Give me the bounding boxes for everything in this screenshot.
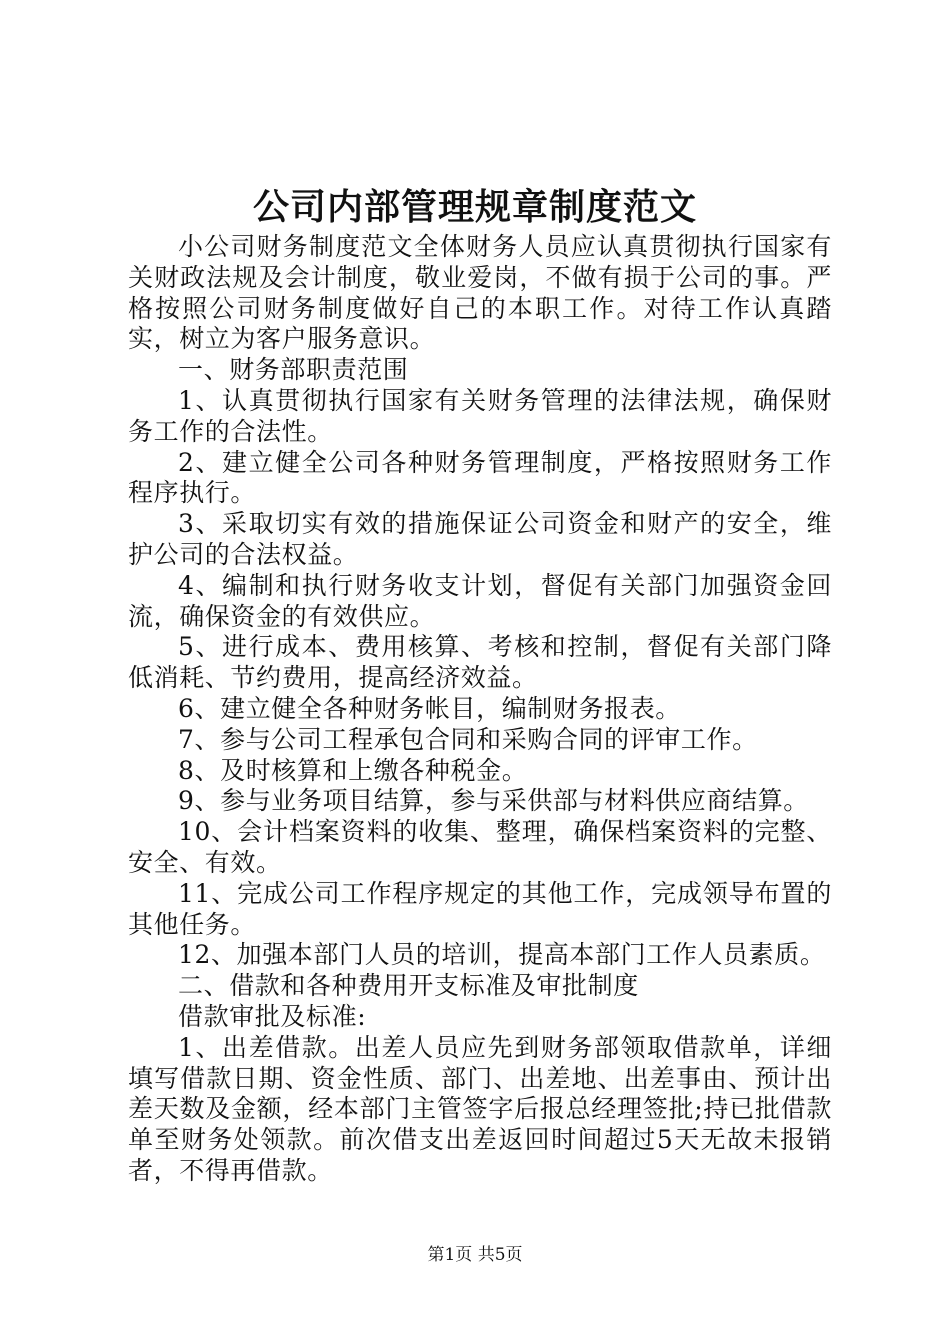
page-footer: 第1页 共5页 xyxy=(427,1245,523,1265)
list-item: 1、出差借款。出差人员应先到财务部领取借款单，详细填写借款日期、资金性质、部门、出差地、出差事由、预计出差天数及金额，经本部门主管签字后报总经理签批;持已批借款单至财务处领款。前次借支出差返回时间超过5天无故未报销者，不得再借款。 xyxy=(128,1032,832,1185)
section-heading-1: 一、财务部职责范围 xyxy=(178,355,409,385)
list-item: 6、建立健全各种财务帐目，编制财务报表。 xyxy=(178,693,681,723)
document-body xyxy=(128,232,832,1187)
list-item: 10、会计档案资料的收集、整理，确保档案资料的完整、安全、有效。 xyxy=(128,817,832,877)
subheading: 借款审批及标准: xyxy=(178,1001,367,1031)
list-item: 2、建立健全公司各种财务管理制度，严格按照财务工作程序执行。 xyxy=(128,447,832,508)
list-item: 4、编制和执行财务收支计划，督促有关部门加强资金回流，确保资金的有效供应。 xyxy=(128,570,832,631)
list-item: 9、参与业务项目结算，参与采供部与材料供应商结算。 xyxy=(178,786,809,816)
list-item: 8、及时核算和上缴各种税金。 xyxy=(178,755,528,785)
document-title: 公司内部管理规章制度范文 xyxy=(252,186,697,228)
list-item: 1、认真贯彻执行国家有关财务管理的法律法规，确保财务工作的合法性。 xyxy=(128,385,832,446)
list-item: 12、加强本部门人员的培训，提高本部门工作人员素质。 xyxy=(178,940,826,970)
list-item: 3、采取切实有效的措施保证公司资金和财产的安全，维护公司的合法权益。 xyxy=(128,509,832,569)
section-heading-2: 二、借款和各种费用开支标准及审批制度 xyxy=(178,971,639,1001)
list-item: 7、参与公司工程承包合同和采购合同的评审工作。 xyxy=(178,724,758,754)
paragraph-intro: 小公司财务制度范文全体财务人员应认真贯彻执行国家有关财政法规及会计制度，敬业爱岗，不做有损于公司的事。严格按照公司财务制度做好自己的本职工作。对待工作认真踏实，树立为客户服务意识。 xyxy=(128,232,832,354)
list-item: 11、完成公司工作程序规定的其他工作，完成领导布置的其他任务。 xyxy=(128,878,832,939)
list-item: 5、进行成本、费用核算、考核和控制，督促有关部门降低消耗、节约费用，提高经济效益。 xyxy=(128,632,832,693)
